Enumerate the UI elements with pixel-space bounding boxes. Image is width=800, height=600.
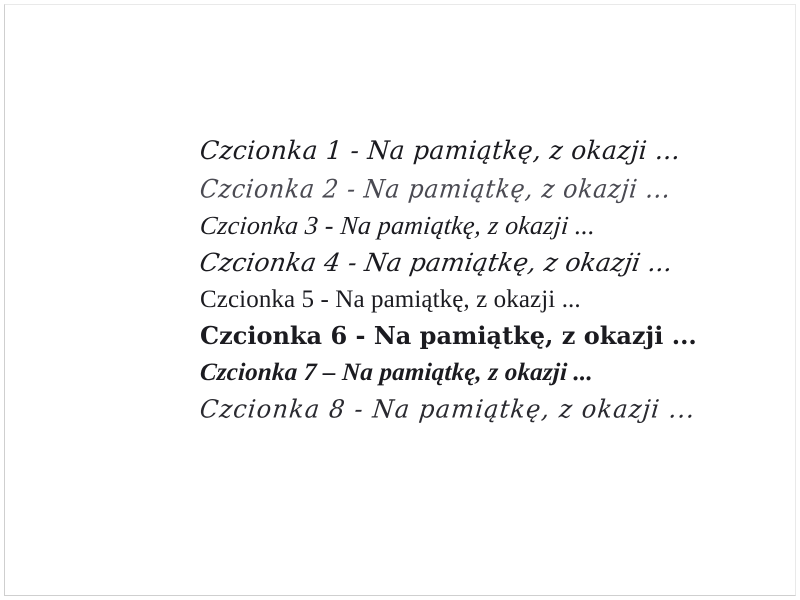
font-sample-line-7: Czcionka 7 – Na pamiątkę, z okazji ...: [199, 359, 594, 386]
font-sample-list: [197, 135, 760, 424]
font-sample-line-6: Czcionka 6 - Na pamiątkę, z okazji ...: [200, 321, 697, 350]
font-sample-line-5: Czcionka 5 - Na pamiątkę, z okazji ...: [200, 286, 581, 313]
font-sample-line-8: Czcionka 8 - Na pamiątkę, z okazji ...: [198, 394, 698, 424]
font-sample-line-4: Czcionka 4 - Na pamiątkę, z okazji ...: [197, 248, 675, 277]
font-sample-line-1: Czcionka 1 - Na pamiątkę, z okazji ...: [198, 135, 682, 166]
font-sample-line-3: Czcionka 3 - Na pamiątkę, z okazji ...: [198, 211, 597, 240]
font-sample-line-2: Czcionka 2 - Na pamiątkę, z okazji ...: [198, 174, 673, 204]
